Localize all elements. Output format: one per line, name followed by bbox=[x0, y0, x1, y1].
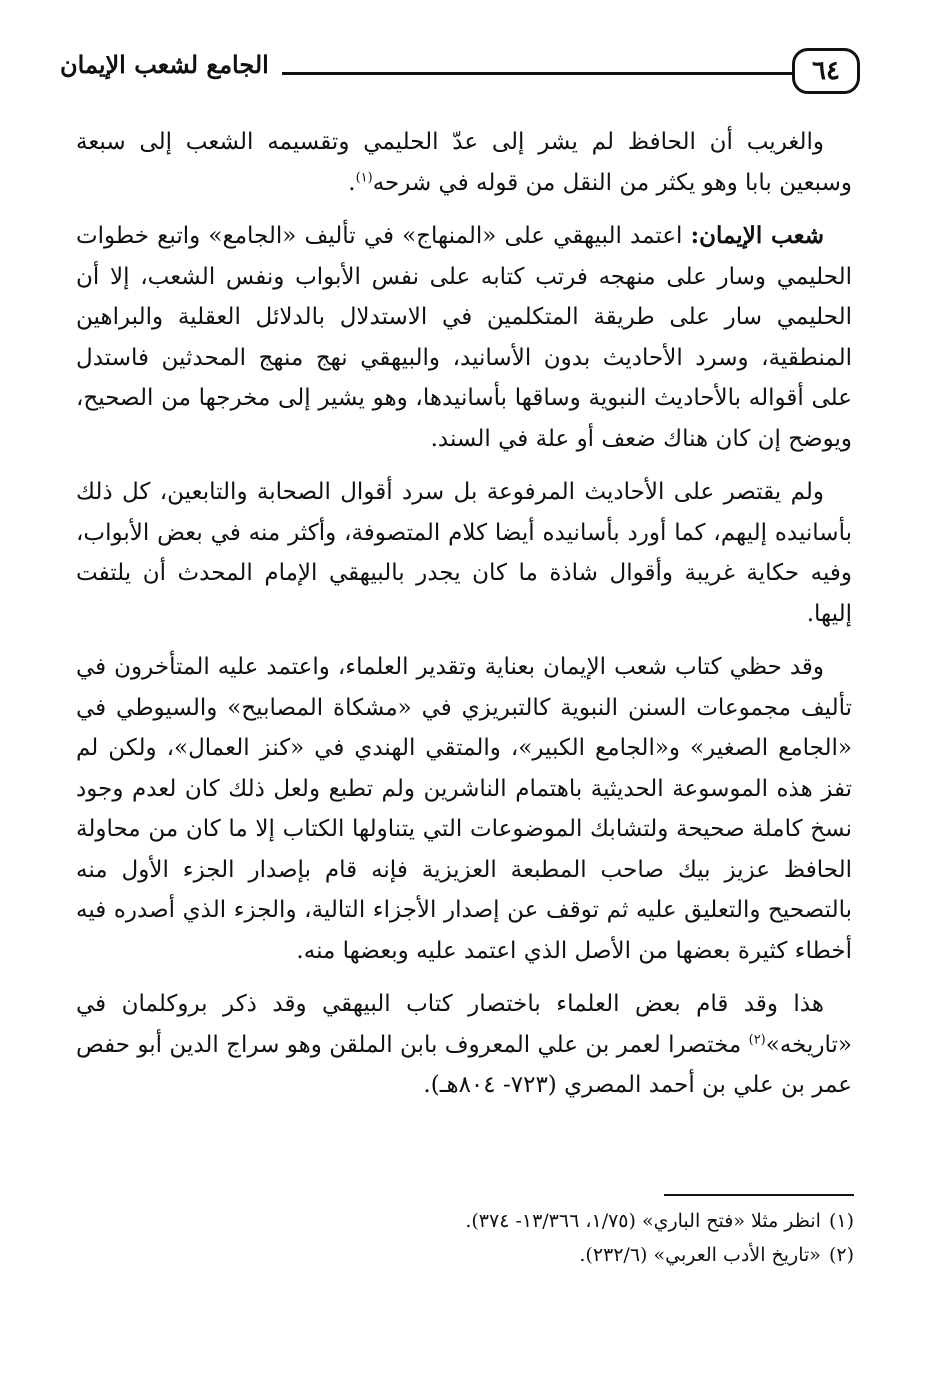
header-rule bbox=[282, 72, 794, 75]
paragraph-3: ولم يقتصر على الأحاديث المرفوعة بل سرد أقوال الصحابة والتابعين، كل ذلك بأسانيده إليهم، كما أورد بأسانيده أيضا كلام المتصوفة، وأكثر منه في بعض الأبواب، وفيه حكاية غريبة وأقوال شاذة ما كان يجدر بالبيهقي الإمام المحدث أن يلتفت إليها. bbox=[76, 479, 852, 627]
page-header bbox=[60, 44, 860, 104]
footnote-1-number: (١) bbox=[828, 1210, 854, 1232]
page-number-text: ٦٤ bbox=[812, 56, 840, 86]
paragraph-1 bbox=[76, 122, 852, 203]
paragraph-5-text-after: مختصرا لعمر بن علي المعروف بابن الملقن وهو سراج الدين أبو حفص عمر بن علي بن أحمد المصري (٧٢٣- ٨٠٤هـ). bbox=[76, 1031, 852, 1098]
footnote-ref-2[interactable]: (٢) bbox=[748, 1031, 766, 1047]
paragraph-2 bbox=[76, 216, 852, 459]
footnote-1-text: انظر مثلا «فتح الباري» (١/٧٥، ١٣/٣٦٦- ٣٧٤). bbox=[465, 1210, 821, 1232]
paragraph-2-lead: شعب الإيمان: bbox=[690, 222, 825, 249]
footnotes bbox=[94, 1204, 854, 1272]
footnote-2-text: «تاريخ الأدب العربي» (٢٣٢/٦). bbox=[579, 1244, 821, 1266]
running-title: الجامع لشعب الإيمان bbox=[60, 50, 269, 79]
main-text bbox=[76, 122, 852, 1119]
footnote-2-number: (٢) bbox=[828, 1244, 854, 1266]
paragraph-5 bbox=[76, 984, 852, 1106]
footnote-2 bbox=[94, 1238, 854, 1272]
footnote-ref-1[interactable]: (١) bbox=[355, 169, 373, 185]
footnote-1 bbox=[94, 1204, 854, 1238]
page-number bbox=[792, 48, 860, 94]
paragraph-2-text: اعتمد البيهقي على «المنهاج» في تأليف «الجامع» واتبع خطوات الحليمي وسار على منهجه فرتب كتابه على نفس الأبواب ونفس الشعب، إلا أن الحليمي سار على طريقة المتكلمين في الاستدلال بالدلائل العقلية والبراهين المنطقية، وسرد الأحاديث بدون الأسانيد، والبيهقي نهج منهج المحدثين فاستدل على أقواله بالأحاديث النبوية وساقها بأسانيدها، وهو يشير إلى مخرجها من الصحيح، ويوضح إن كان هناك ضعف أو علة في السند. bbox=[76, 223, 852, 452]
paragraph-5-text-before: هذا وقد قام بعض العلماء باختصار كتاب البيهقي وقد ذكر بروكلمان في «تاريخه» bbox=[76, 991, 852, 1058]
paragraph-4: وقد حظي كتاب شعب الإيمان بعناية وتقدير العلماء، واعتمد عليه المتأخرون في تأليف مجموعات السنن النبوية كالتبريزي في «مشكاة المصابيح» والسيوطي في «الجامع الصغير» و«الجامع الكبير»، والمتقي الهندي في «كنز العمال»، ولكن لم تفز هذه الموسوعة الحديثية باهتمام الناشرين ولم تطبع ولعل ذلك كان لعدم وجود نسخ كاملة صحيحة ولتشابك الموضوعات التي يتناولها الكتاب إلا ما كان من محاولة الحافظ عزيز بيك صاحب المطبعة العزيزية فإنه قام بإصدار الجزء الأول منه بالتصحيح والتعليق عليه ثم توقف عن إصدار الأجزاء التالية، والجزء الذي أصدره فيه أخطاء كثيرة بعضها من الأصل الذي اعتمد عليه وبعضها منه. bbox=[76, 654, 852, 964]
paragraph-1-end: . bbox=[348, 169, 356, 196]
paragraph-1-text: والغريب أن الحافظ لم يشر إلى عدّ الحليمي وتقسيمه الشعب إلى سبعة وسبعين بابا وهو يكثر من النقل من قوله في شرحه bbox=[76, 129, 852, 196]
footnote-separator bbox=[664, 1194, 854, 1196]
